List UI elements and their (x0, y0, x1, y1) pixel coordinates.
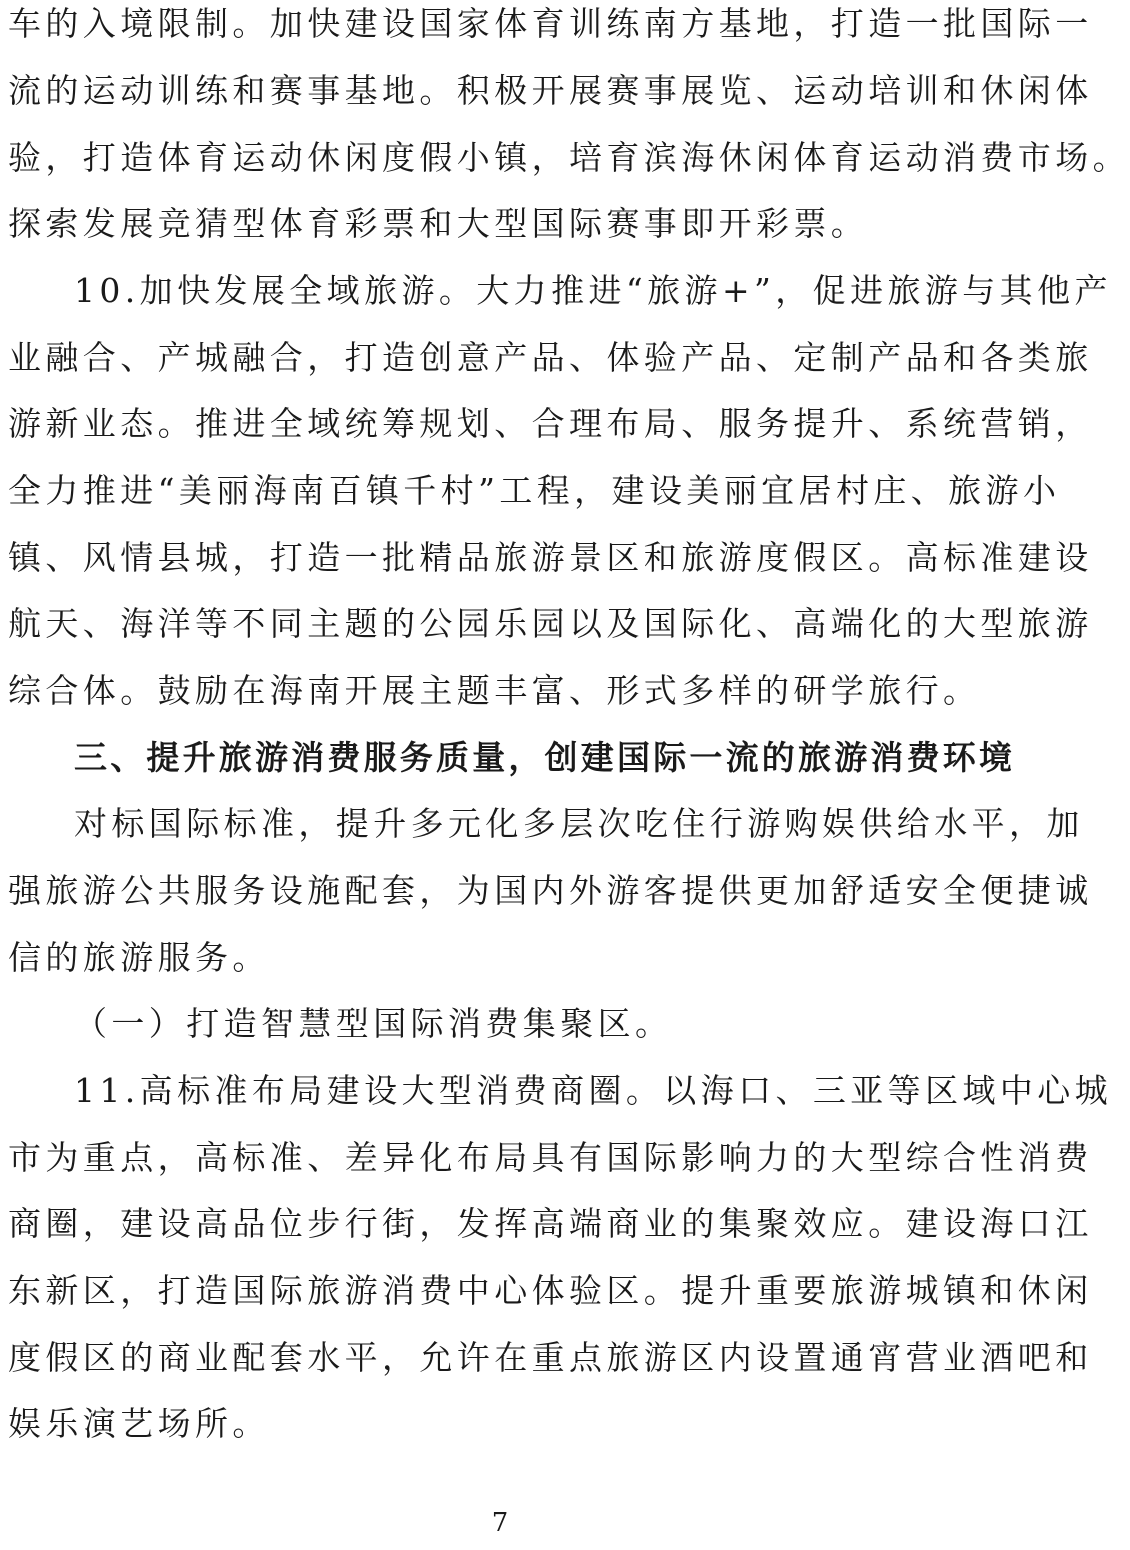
text-line: 业融合、产城融合，打造创意产品、体验产品、定制产品和各类旅 (8, 338, 1093, 377)
text-line: 游新业态。推进全域统筹规划、合理布局、服务提升、系统营销， (8, 404, 1093, 443)
paragraph-first-line: 10.加快发展全域旅游。大力推进“旅游+”，促进旅游与其他产 (74, 271, 1112, 310)
text-line: 流的运动训练和赛事基地。积极开展赛事展览、运动培训和休闲体 (8, 71, 1093, 110)
text-line: 商圈，建设高品位步行街，发挥高端商业的集聚效应。建设海口江 (8, 1204, 1093, 1243)
text-line: 车的入境限制。加快建设国家体育训练南方基地，打造一批国际一 (8, 4, 1093, 43)
text-line: 验，打造体育运动休闲度假小镇，培育滨海休闲体育运动消费市场。 (8, 138, 1130, 177)
subsection-heading: （一）打造智慧型国际消费集聚区。 (74, 1004, 673, 1043)
text-line: 东新区，打造国际旅游消费中心体验区。提升重要旅游城镇和休闲 (8, 1271, 1093, 1310)
text-line: 综合体。鼓励在海南开展主题丰富、形式多样的研学旅行。 (8, 671, 981, 710)
text-line: 度假区的商业配套水平，允许在重点旅游区内设置通宵营业酒吧和 (8, 1338, 1093, 1377)
text-line: 探索发展竞猜型体育彩票和大型国际赛事即开彩票。 (8, 204, 869, 243)
paragraph-first-line: 11.高标准布局建设大型消费商圈。以海口、三亚等区域中心城 (74, 1071, 1113, 1110)
section-heading: 三、提升旅游消费服务质量，创建国际一流的旅游消费环境 (74, 738, 1016, 777)
text-line: 信的旅游服务。 (8, 938, 270, 977)
text-line: 市为重点，高标准、差异化布局具有国际影响力的大型综合性消费 (8, 1138, 1093, 1177)
text-line: 强旅游公共服务设施配套，为国内外游客提供更加舒适安全便捷诚 (8, 871, 1093, 910)
text-line: 全力推进“美丽海南百镇千村”工程，建设美丽宜居村庄、旅游小 (8, 471, 1061, 510)
paragraph-first-line: 对标国际标准，提升多元化多层次吃住行游购娱供给水平，加 (74, 804, 1084, 843)
text-line: 娱乐演艺场所。 (8, 1404, 270, 1443)
text-line: 航天、海洋等不同主题的公园乐园以及国际化、高端化的大型旅游 (8, 604, 1093, 643)
page-number: 7 (491, 1508, 509, 1538)
text-line: 镇、风情县城，打造一批精品旅游景区和旅游度假区。高标准建设 (8, 538, 1093, 577)
